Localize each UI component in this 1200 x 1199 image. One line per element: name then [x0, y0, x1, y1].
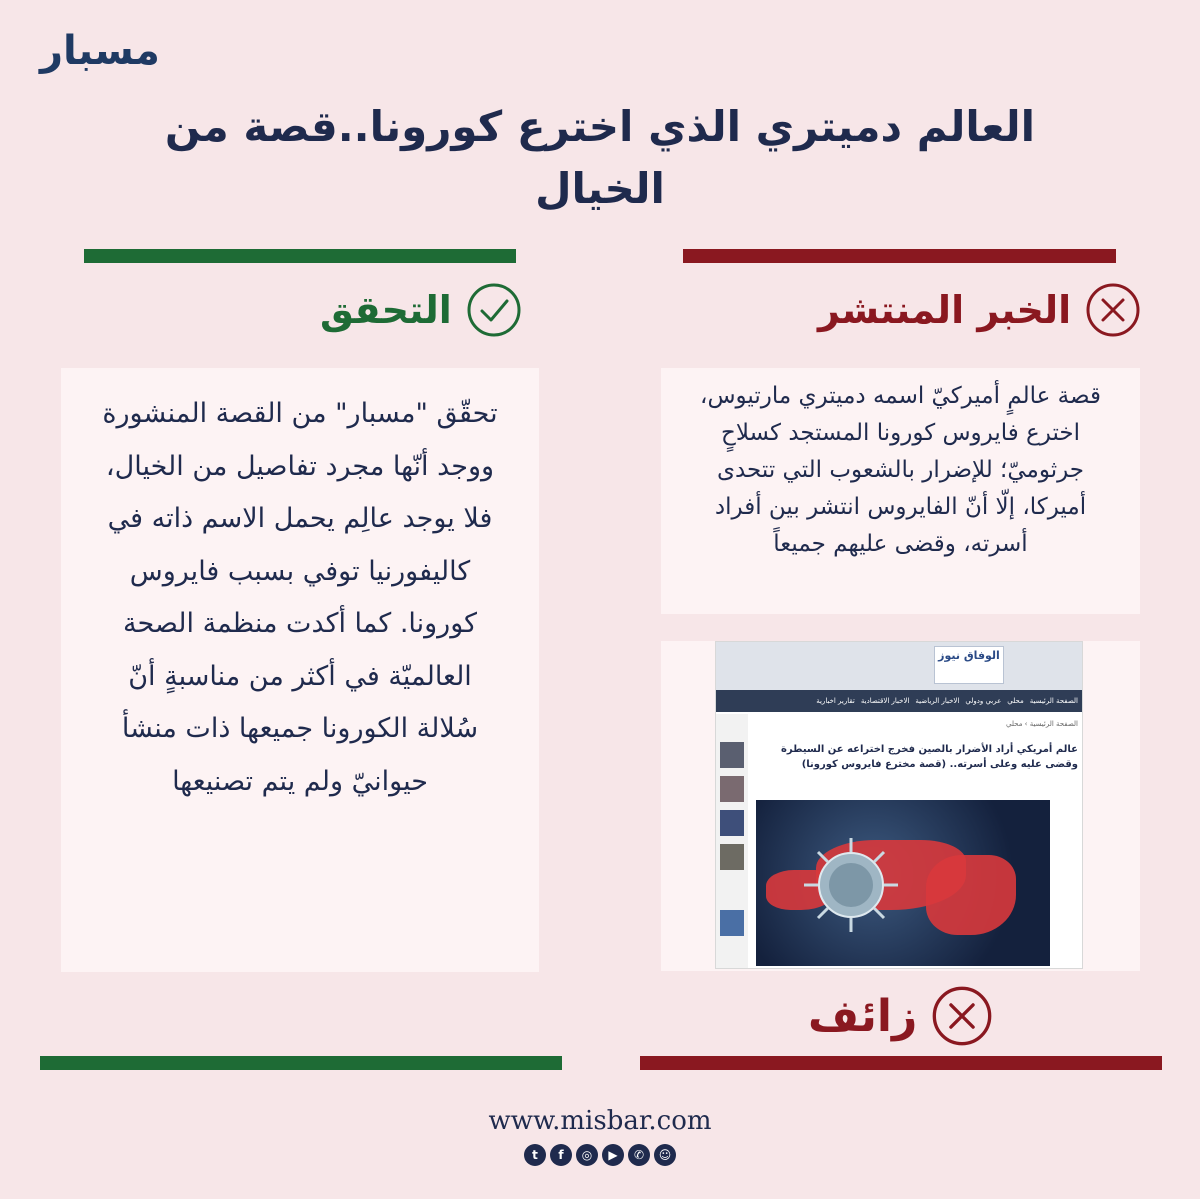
screenshot-nav-item: تقارير اخبارية — [816, 697, 855, 705]
youtube-icon[interactable]: ▶ — [602, 1144, 624, 1166]
screenshot-header — [716, 642, 1083, 690]
snapchat-icon[interactable]: ☺ — [654, 1144, 676, 1166]
check-top-divider — [84, 249, 516, 263]
claim-top-divider — [683, 249, 1116, 263]
sidebar-thumbnail — [720, 810, 744, 836]
claim-bottom-divider — [640, 1056, 1162, 1070]
screenshot-nav-item: الاخبار الاقتصادية — [860, 697, 910, 705]
claim-heading — [818, 282, 1141, 338]
screenshot-nav-item: الصفحة الرئيسية — [1029, 697, 1078, 705]
check-panel — [61, 368, 539, 972]
page-title: العالم دميتري الذي اخترع كورونا..قصة من الخيال — [164, 102, 1036, 213]
virus-icon — [796, 830, 906, 940]
screenshot-nav-item: الاخبار الرياضية — [915, 697, 960, 705]
facebook-icon[interactable]: f — [550, 1144, 572, 1166]
verdict-heading — [808, 985, 993, 1047]
check-heading-label: التحقق — [320, 288, 452, 332]
instagram-icon[interactable]: ◎ — [576, 1144, 598, 1166]
screenshot-breadcrumb: الصفحة الرئيسية › محلي — [1006, 720, 1078, 728]
claim-panel — [661, 368, 1140, 614]
sidebar-thumbnail — [720, 910, 744, 936]
social-icons-row — [0, 1144, 1200, 1166]
check-bottom-divider — [40, 1056, 562, 1070]
claim-heading-label: الخبر المنتشر — [818, 288, 1072, 332]
whatsapp-icon[interactable]: ✆ — [628, 1144, 650, 1166]
x-circle-icon — [931, 985, 993, 1047]
screenshot-site-logo: الوفاق نيوز — [934, 646, 1004, 684]
virus-map-image — [756, 800, 1050, 966]
misbar-logo: مسبار — [40, 28, 160, 74]
screenshot-headline: عالم أمريكي أراد الأضرار بالصين فخرج اختراعه عن السيطرة وقضى عليه وعلى أسرته.. (قصة مخترع فايروس كورونا) — [780, 744, 1078, 770]
x-circle-icon — [1085, 282, 1141, 338]
sidebar-thumbnail — [720, 844, 744, 870]
sidebar-thumbnail — [720, 742, 744, 768]
map-region — [926, 855, 1016, 935]
twitter-icon[interactable]: t — [524, 1144, 546, 1166]
claim-body-text: قصة عالمٍ أميركيّ اسمه دميتري مارتيوس، اخترع فايروس كورونا المستجد كسلاحٍ جرثوميّ؛ للإضرار بالشعوب التي تتحدى أميركا، إلّا أنّ الفايروس انتشر بين أفراد أسرته، وقضى عليهم جميعاً — [700, 383, 1101, 557]
screenshot-nav — [716, 690, 1083, 712]
screenshot-sidebar — [716, 714, 748, 969]
check-body-text: تحقّق "مسبار" من القصة المنشورة ووجد أنّها مجرد تفاصيل من الخيال، فلا يوجد عالِم يحمل الاسم ذاته في كاليفورنيا توفي بسبب فايروس كورونا. كما أكدت منظمة الصحة العالميّة في أكثر من مناسبةٍ أنّ سُلالة الكورونا جميعها ذات منشأ حيوانيّ ولم يتم تصنيعها — [102, 398, 498, 797]
check-circle-icon — [466, 282, 522, 338]
check-heading — [320, 282, 522, 338]
verdict-label: زائف — [808, 990, 918, 1042]
claim-screenshot-panel — [661, 641, 1140, 971]
website-url[interactable]: www.misbar.com — [488, 1106, 712, 1136]
screenshot-nav-item: عربي ودولي — [965, 697, 1002, 705]
news-site-screenshot — [715, 641, 1083, 969]
screenshot-nav-item: محلي — [1007, 697, 1024, 705]
sidebar-thumbnail — [720, 776, 744, 802]
